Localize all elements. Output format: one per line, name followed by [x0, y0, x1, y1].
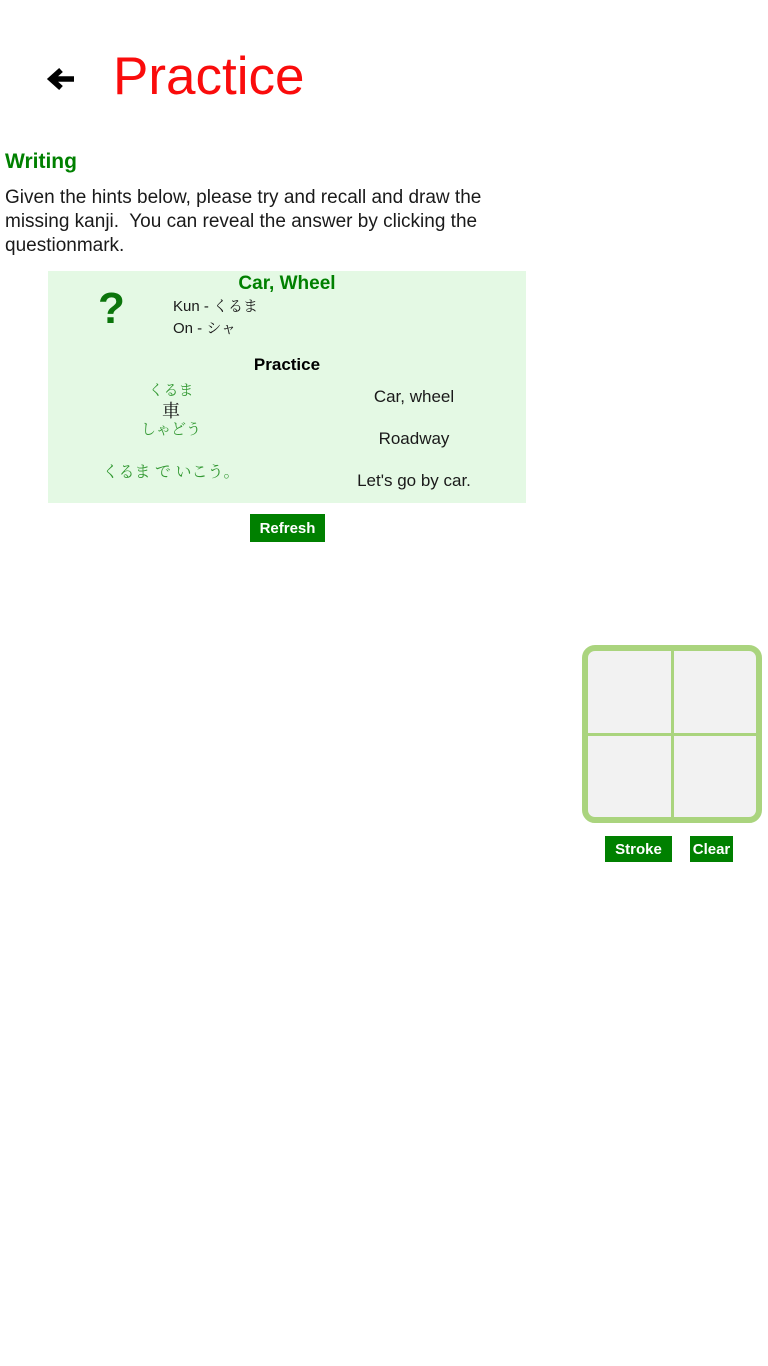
example-sentence-meaning: Let's go by car.	[357, 471, 471, 490]
drawing-canvas[interactable]	[582, 645, 762, 823]
clear-button[interactable]: Clear	[690, 836, 733, 862]
back-arrow-icon	[45, 65, 77, 93]
canvas-horizontal-guide-line	[588, 733, 756, 736]
on-reading: On - シャ	[173, 320, 237, 337]
card-title: Car, Wheel	[238, 273, 336, 294]
vocab-furigana: くるま	[148, 382, 194, 399]
vocab-word-meaning: Roadway	[378, 429, 450, 448]
writing-section-heading: Writing	[5, 150, 77, 173]
page-title: Practice	[113, 47, 305, 106]
kanji-hint-card	[48, 271, 526, 503]
reveal-answer-question-mark[interactable]: ?	[98, 284, 125, 333]
kanji-meaning: Car, wheel	[373, 387, 455, 406]
practice-subheading: Practice	[253, 355, 321, 374]
back-button[interactable]	[44, 62, 78, 96]
refresh-button[interactable]: Refresh	[250, 514, 325, 542]
example-sentence-reading: くるま で いこう。	[102, 464, 240, 481]
readings-column	[48, 271, 294, 503]
kun-reading: Kun - くるま	[173, 298, 259, 315]
vocab-word-reading: しゃどう	[140, 421, 201, 438]
stroke-button[interactable]: Stroke	[605, 836, 672, 862]
writing-instructions: Given the hints below, please try and recall and draw the missing kanji. You can reveal the answer by clicking the questionmark.	[5, 187, 487, 256]
meanings-column	[314, 271, 514, 503]
vocab-kanji: 車	[162, 401, 180, 421]
